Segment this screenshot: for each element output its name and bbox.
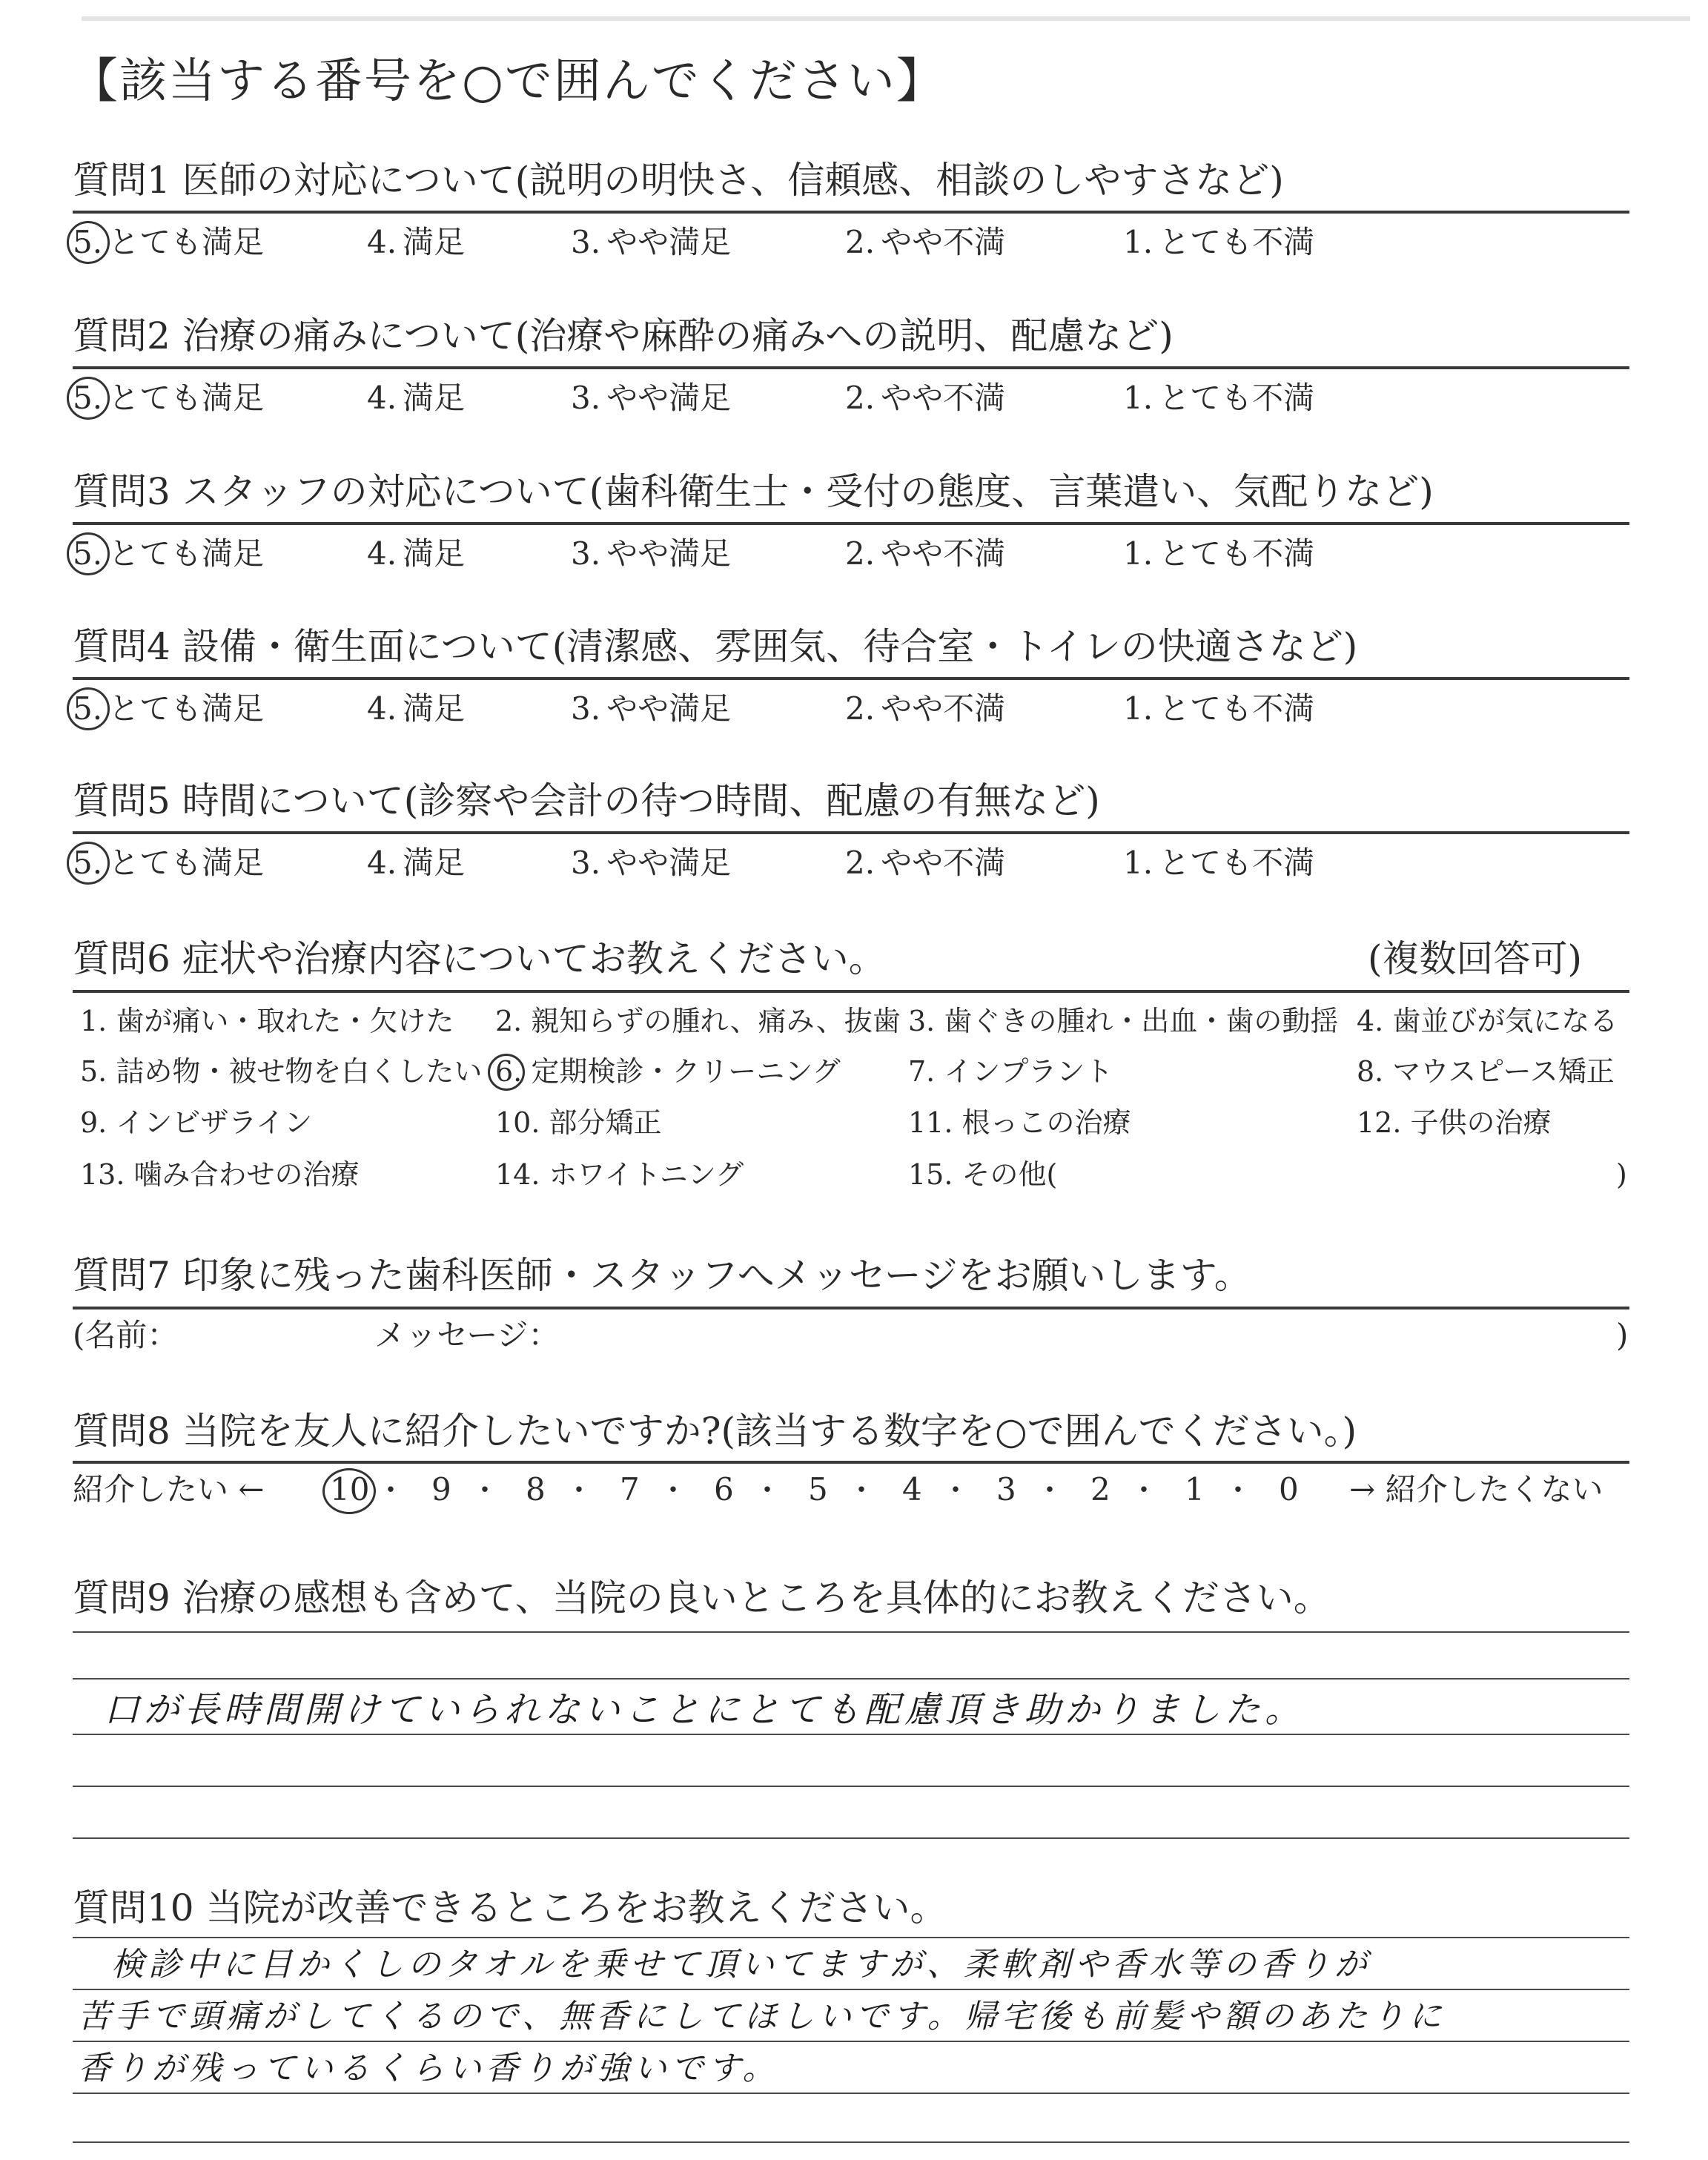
q6-rule (73, 990, 1629, 993)
option-number: 2. (845, 690, 875, 727)
q6-option-2[interactable]: 2. 親知らずの腫れ、痛み、抜歯 (495, 1005, 901, 1037)
option-label: やや不満 (881, 380, 1006, 416)
option-number: 1. (1123, 845, 1153, 881)
q10-answer-line-2: 苦手で頭痛がしてくるので、無香にしてほしいです。帰宅後も前髪や額のあたりに (78, 1998, 1446, 2035)
option-label: 満足 (403, 690, 466, 727)
q4-option-4[interactable] (367, 690, 466, 727)
option-number: 5. (73, 380, 103, 416)
option-number: 1. (1123, 224, 1153, 260)
option-number: 4. (367, 380, 397, 416)
q8-separator-dot: ・ (1035, 1473, 1065, 1507)
q8-separator-dot: ・ (470, 1473, 500, 1507)
q8-separator-dot: ・ (752, 1473, 782, 1507)
q3-rule (73, 522, 1629, 525)
option-number: 1. (1123, 380, 1153, 416)
option-number: 4. (367, 535, 397, 572)
q3-option-4[interactable] (367, 535, 466, 572)
option-number: 2. (845, 380, 875, 416)
q5-option-1[interactable] (1123, 845, 1315, 881)
option-number: 3. (571, 845, 601, 881)
q10-answer-line-1: 検診中に目かくしのタオルを乗せて頂いてますが、柔軟剤や香水等の香りが (111, 1946, 1371, 1984)
q6-option-10[interactable]: 10. 部分矯正 (495, 1106, 662, 1139)
option-number: 3. (571, 535, 601, 572)
q6-option-9[interactable]: 9. インビザライン (80, 1106, 313, 1139)
option-label: やや不満 (881, 845, 1006, 881)
q4-rule (73, 677, 1629, 680)
q10-line-1 (73, 1937, 1629, 1938)
option-number: 1. (1123, 535, 1153, 572)
hand-drawn-circle-mark (67, 377, 110, 420)
q10-line-2 (73, 1989, 1629, 1990)
q6-option-4[interactable]: 4. 歯並びが気になる (1357, 1005, 1618, 1037)
option-label: とても満足 (108, 845, 265, 881)
q2-option-1[interactable] (1123, 380, 1315, 416)
option-number: 2. (845, 535, 875, 572)
option-label: とても満足 (108, 224, 265, 260)
option-number: 4. (367, 690, 397, 727)
q10-line-4 (73, 2093, 1629, 2094)
q8-separator-dot: ・ (658, 1473, 688, 1507)
q7-message-label: メッセージ： (374, 1317, 560, 1353)
option-label: やや不満 (881, 224, 1006, 260)
q1-title: 質問1 医師の対応について(説明の明快さ、信頼感、相談のしやすさなど) (73, 159, 1284, 202)
hand-drawn-circle-mark (67, 687, 110, 730)
q6-option-15[interactable]: 15. その他( (908, 1158, 1058, 1191)
q10-answer-line-3: 香りが残っているくらい香りが強いです。 (78, 2050, 780, 2087)
q8-scale-2[interactable]: 2 (1090, 1471, 1110, 1507)
q8-separator-dot: ・ (564, 1473, 594, 1507)
q6-option-7[interactable]: 7. インプラント (908, 1055, 1113, 1088)
q8-scale-1[interactable]: 1 (1185, 1471, 1205, 1507)
option-label: やや満足 (606, 845, 732, 881)
q8-scale-3[interactable]: 3 (996, 1471, 1016, 1507)
q8-scale-5[interactable]: 5 (808, 1471, 828, 1507)
q1-option-3[interactable] (571, 224, 732, 260)
q2-rule (73, 366, 1629, 369)
q9-line-2 (73, 1678, 1629, 1680)
option-number: 2. (845, 845, 875, 881)
option-number: 3. (571, 224, 601, 260)
q6-option-3[interactable]: 3. 歯ぐきの腫れ・出血・歯の動揺 (908, 1005, 1339, 1037)
option-number: 5. (73, 690, 103, 727)
q2-title: 質問2 治療の痛みについて(治療や麻酔の痛みへの説明、配慮など) (73, 314, 1174, 357)
q9-line-1 (73, 1631, 1629, 1633)
q8-title: 質問8 当院を友人に紹介したいですか?(該当する数字を○で囲んでください。) (73, 1410, 1357, 1453)
q1-rule (73, 211, 1629, 214)
q2-option-2[interactable] (845, 380, 1006, 416)
option-label: とても不満 (1159, 535, 1315, 572)
hand-drawn-circle-mark (67, 221, 110, 264)
option-number: 5. (73, 535, 103, 572)
q10-title: 質問10 当院が改善できるところをお教えください。 (73, 1886, 947, 1929)
q5-rule (73, 831, 1629, 834)
option-number: 4. (367, 224, 397, 260)
q1-option-2[interactable] (845, 224, 1006, 260)
option-label: とても不満 (1159, 690, 1315, 727)
option-number: 4. (367, 845, 397, 881)
q8-scale-0[interactable]: 0 (1279, 1471, 1299, 1507)
q8-left-label: 紹介したい ← (73, 1471, 265, 1507)
option-label: とても満足 (108, 690, 265, 727)
option-label: とても不満 (1159, 224, 1315, 260)
q6-other-close-paren: ) (1616, 1158, 1627, 1191)
q6-option-5[interactable]: 5. 詰め物・被せ物を白くしたい (80, 1055, 483, 1088)
option-label: やや不満 (881, 535, 1006, 572)
q1-option-4[interactable] (367, 224, 466, 260)
q7-name-label: (名前： (73, 1317, 179, 1353)
q6-option-11[interactable]: 11. 根っこの治療 (908, 1106, 1131, 1139)
q5-option-3[interactable] (571, 845, 732, 881)
hand-drawn-circle-mark (67, 842, 110, 885)
q9-line-5 (73, 1837, 1629, 1839)
option-label: とても不満 (1159, 380, 1315, 416)
q9-line-4 (73, 1786, 1629, 1787)
q5-option-4[interactable] (367, 845, 466, 881)
q6-option-1[interactable]: 1. 歯が痛い・取れた・欠けた (80, 1005, 454, 1037)
q3-title: 質問3 スタッフの対応について(歯科衛生士・受付の態度、言葉遣い、気配りなど) (73, 470, 1434, 513)
hand-drawn-circle-mark (322, 1468, 376, 1514)
q10-line-3 (73, 2041, 1629, 2042)
q8-scale-7[interactable]: 7 (620, 1471, 640, 1507)
q6-option-8[interactable]: 8. マウスピース矯正 (1357, 1055, 1615, 1088)
page-top-edge (82, 16, 1690, 21)
q6-option-13[interactable]: 13. 噛み合わせの治療 (80, 1158, 360, 1191)
q8-right-label: → 紹介したくない (1349, 1471, 1603, 1507)
option-label: とても不満 (1159, 845, 1315, 881)
page-heading: 【該当する番号を○で囲んでください】 (70, 54, 945, 109)
option-number: 5. (73, 845, 103, 881)
q7-close-paren: ) (1616, 1317, 1629, 1353)
option-number: 1. (1123, 690, 1153, 727)
option-label: 満足 (403, 224, 466, 260)
hand-drawn-circle-mark (488, 1054, 525, 1091)
option-number: 3. (571, 380, 601, 416)
q3-option-3[interactable] (571, 535, 732, 572)
option-label: 満足 (403, 380, 466, 416)
q8-scale-8[interactable]: 8 (526, 1471, 546, 1507)
option-label: とても満足 (108, 535, 265, 572)
q8-separator-dot: ・ (1129, 1473, 1159, 1507)
option-label: やや満足 (606, 535, 732, 572)
option-label: 満足 (403, 845, 466, 881)
option-label: やや満足 (606, 224, 732, 260)
q8-separator-dot: ・ (1223, 1473, 1253, 1507)
q10-line-5 (73, 2141, 1629, 2143)
q8-scale-6[interactable]: 6 (714, 1471, 734, 1507)
q4-option-3[interactable] (571, 690, 732, 727)
option-label: やや不満 (881, 690, 1006, 727)
option-label: やや満足 (606, 380, 732, 416)
q8-scale-4[interactable]: 4 (902, 1471, 922, 1507)
option-number: 5. (73, 224, 103, 260)
q7-title: 質問7 印象に残った歯科医師・スタッフへメッセージをお願いします。 (73, 1254, 1251, 1297)
q8-separator-dot: ・ (941, 1473, 970, 1507)
option-number: 2. (845, 224, 875, 260)
q3-option-1[interactable] (1123, 535, 1315, 572)
q5-title: 質問5 時間について(診察や会計の待つ時間、配慮の有無など) (73, 779, 1100, 822)
q7-rule (73, 1307, 1629, 1309)
q8-scale-10[interactable]: 10 (330, 1471, 370, 1507)
q6-option-6[interactable]: 6. 定期検診・クリーニング (495, 1055, 841, 1088)
q8-rule (73, 1461, 1629, 1464)
q6-note: (複数回答可) (1368, 937, 1583, 980)
q3-option-2[interactable] (845, 535, 1006, 572)
option-label: 満足 (403, 535, 466, 572)
hand-drawn-circle-mark (67, 532, 110, 575)
q9-line-3 (73, 1734, 1629, 1735)
q8-separator-dot: ・ (847, 1473, 876, 1507)
q4-option-1[interactable] (1123, 690, 1315, 727)
q6-option-12[interactable]: 12. 子供の治療 (1357, 1106, 1552, 1139)
option-label: とても満足 (108, 380, 265, 416)
q2-option-3[interactable] (571, 380, 732, 416)
q6-option-14[interactable]: 14. ホワイトニング (495, 1158, 744, 1191)
option-label: やや満足 (606, 690, 732, 727)
q2-option-4[interactable] (367, 380, 466, 416)
q8-separator-dot: ・ (376, 1473, 406, 1507)
q1-option-1[interactable] (1123, 224, 1315, 260)
option-number: 3. (571, 690, 601, 727)
q4-option-2[interactable] (845, 690, 1006, 727)
q6-title: 質問6 症状や治療内容についてお教えください。 (73, 937, 886, 980)
q8-scale-9[interactable]: 9 (431, 1471, 451, 1507)
q9-title: 質問9 治療の感想も含めて、当院の良いところを具体的にお教えください。 (73, 1576, 1331, 1619)
q4-title: 質問4 設備・衛生面について(清潔感、雰囲気、待合室・トイレの快適さなど) (73, 625, 1358, 668)
q9-handwritten-answer: 口が長時間開けていられないことにとても配慮頂き助かりました。 (104, 1689, 1305, 1731)
q5-option-2[interactable] (845, 845, 1006, 881)
